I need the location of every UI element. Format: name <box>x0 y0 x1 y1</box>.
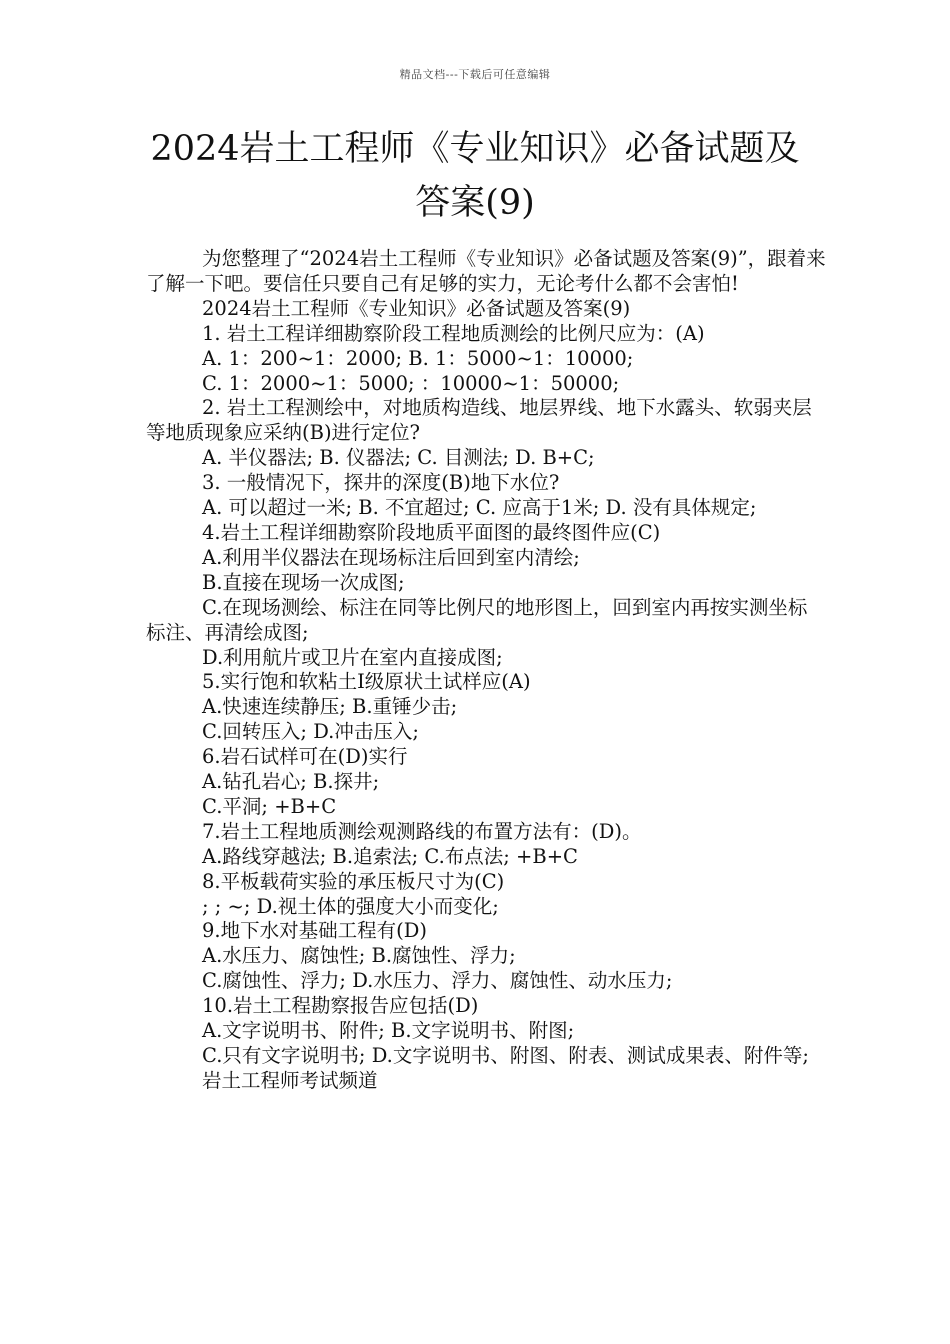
question-7-options: A.路线穿越法; B.追索法; C.布点法; +B+C <box>202 844 578 868</box>
channel-footer: 岩土工程师考试频道 <box>202 1068 378 1092</box>
intro-paragraph: 为您整理了“2024岩土工程师《专业知识》必备试题及答案(9)”，跟着来了解一下吧。要信任只要自己有足够的实力，无论考什么都不会害怕! <box>146 247 826 295</box>
question-8: 8.平板载荷实验的承压板尺寸为(C) <box>202 869 505 893</box>
question-9-options-a-b: A.水压力、腐蚀性; B.腐蚀性、浮力; <box>202 944 516 968</box>
question-10: 10.岩土工程勘察报告应包括(D) <box>202 994 479 1018</box>
question-10-options-a-b: A.文字说明书、附件; B.文字说明书、附图; <box>202 1019 575 1043</box>
question-6-options-a-b: A.钻孔岩心; B.探井; <box>202 770 380 794</box>
question-1-options-a-b: A. 1：200~1：2000; B. 1：5000~1：10000; <box>202 346 634 370</box>
question-4-option-c: C.在现场测绘、标注在同等比例尺的地形图上，回到室内再按实测坐标标注、再清绘成图; <box>146 595 808 644</box>
title-line-2: 答案(9) <box>415 183 535 223</box>
document-title <box>120 122 830 230</box>
question-2: 2. 岩土工程测绘中，对地质构造线、地层界线、地下水露头、软弱夹层等地质现象应采纳(B)进行定位? <box>146 396 812 445</box>
question-2-options: A. 半仪器法; B. 仪器法; C. 目测法; D. B+C; <box>202 446 595 470</box>
question-5: 5.实行饱和软粘土Ⅰ级原状土试样应(A) <box>202 670 531 694</box>
question-10-options-c-d: C.只有文字说明书; D.文字说明书、附图、附表、测试成果表、附件等; <box>202 1044 809 1067</box>
question-9-options-c-d: C.腐蚀性、浮力; D.水压力、浮力、腐蚀性、动水压力; <box>202 969 673 993</box>
question-7: 7.岩土工程地质测绘观测路线的布置方法有：(D)。 <box>202 819 642 843</box>
question-4-option-d: D.利用航片或卫片在室内直接成图; <box>202 645 503 669</box>
question-6-options-c-d: C.平洞; +B+C <box>202 794 337 818</box>
question-9: 9.地下水对基础工程有(D) <box>202 919 427 943</box>
question-1: 1. 岩土工程详细勘察阶段工程地质测绘的比例尺应为：(A) <box>202 321 705 345</box>
question-4: 4.岩土工程详细勘察阶段地质平面图的最终图件应(C) <box>202 520 661 544</box>
question-6: 6.岩石试样可在(D)实行 <box>202 745 408 769</box>
subtitle-line: 2024岩土工程师《专业知识》必备试题及答案(9) <box>202 296 631 320</box>
document-body <box>146 247 826 1094</box>
question-5-options-a-b: A.快速连续静压; B.重锤少击; <box>202 695 458 719</box>
question-3: 3. 一般情况下，探井的深度(B)地下水位? <box>202 471 560 495</box>
title-line-1: 2024岩土工程师《专业知识》必备试题及 <box>150 129 800 169</box>
question-8-options: ; ; ~; D.视土体的强度大小而变化; <box>202 894 499 918</box>
question-1-options-c-d: C. 1：2000~1：5000; ：10000~1：50000; <box>202 371 620 395</box>
question-4-option-a: A.利用半仪器法在现场标注后回到室内清绘; <box>202 545 580 569</box>
question-5-options-c-d: C.回转压入; D.冲击压入; <box>202 720 419 744</box>
question-4-option-b: B.直接在现场一次成图; <box>202 570 405 594</box>
question-3-options: A. 可以超过一米; B. 不宜超过; C. 应高于1米; D. 没有具体规定; <box>202 496 757 520</box>
header-note: 精品文档---下载后可任意编辑 <box>399 68 551 81</box>
